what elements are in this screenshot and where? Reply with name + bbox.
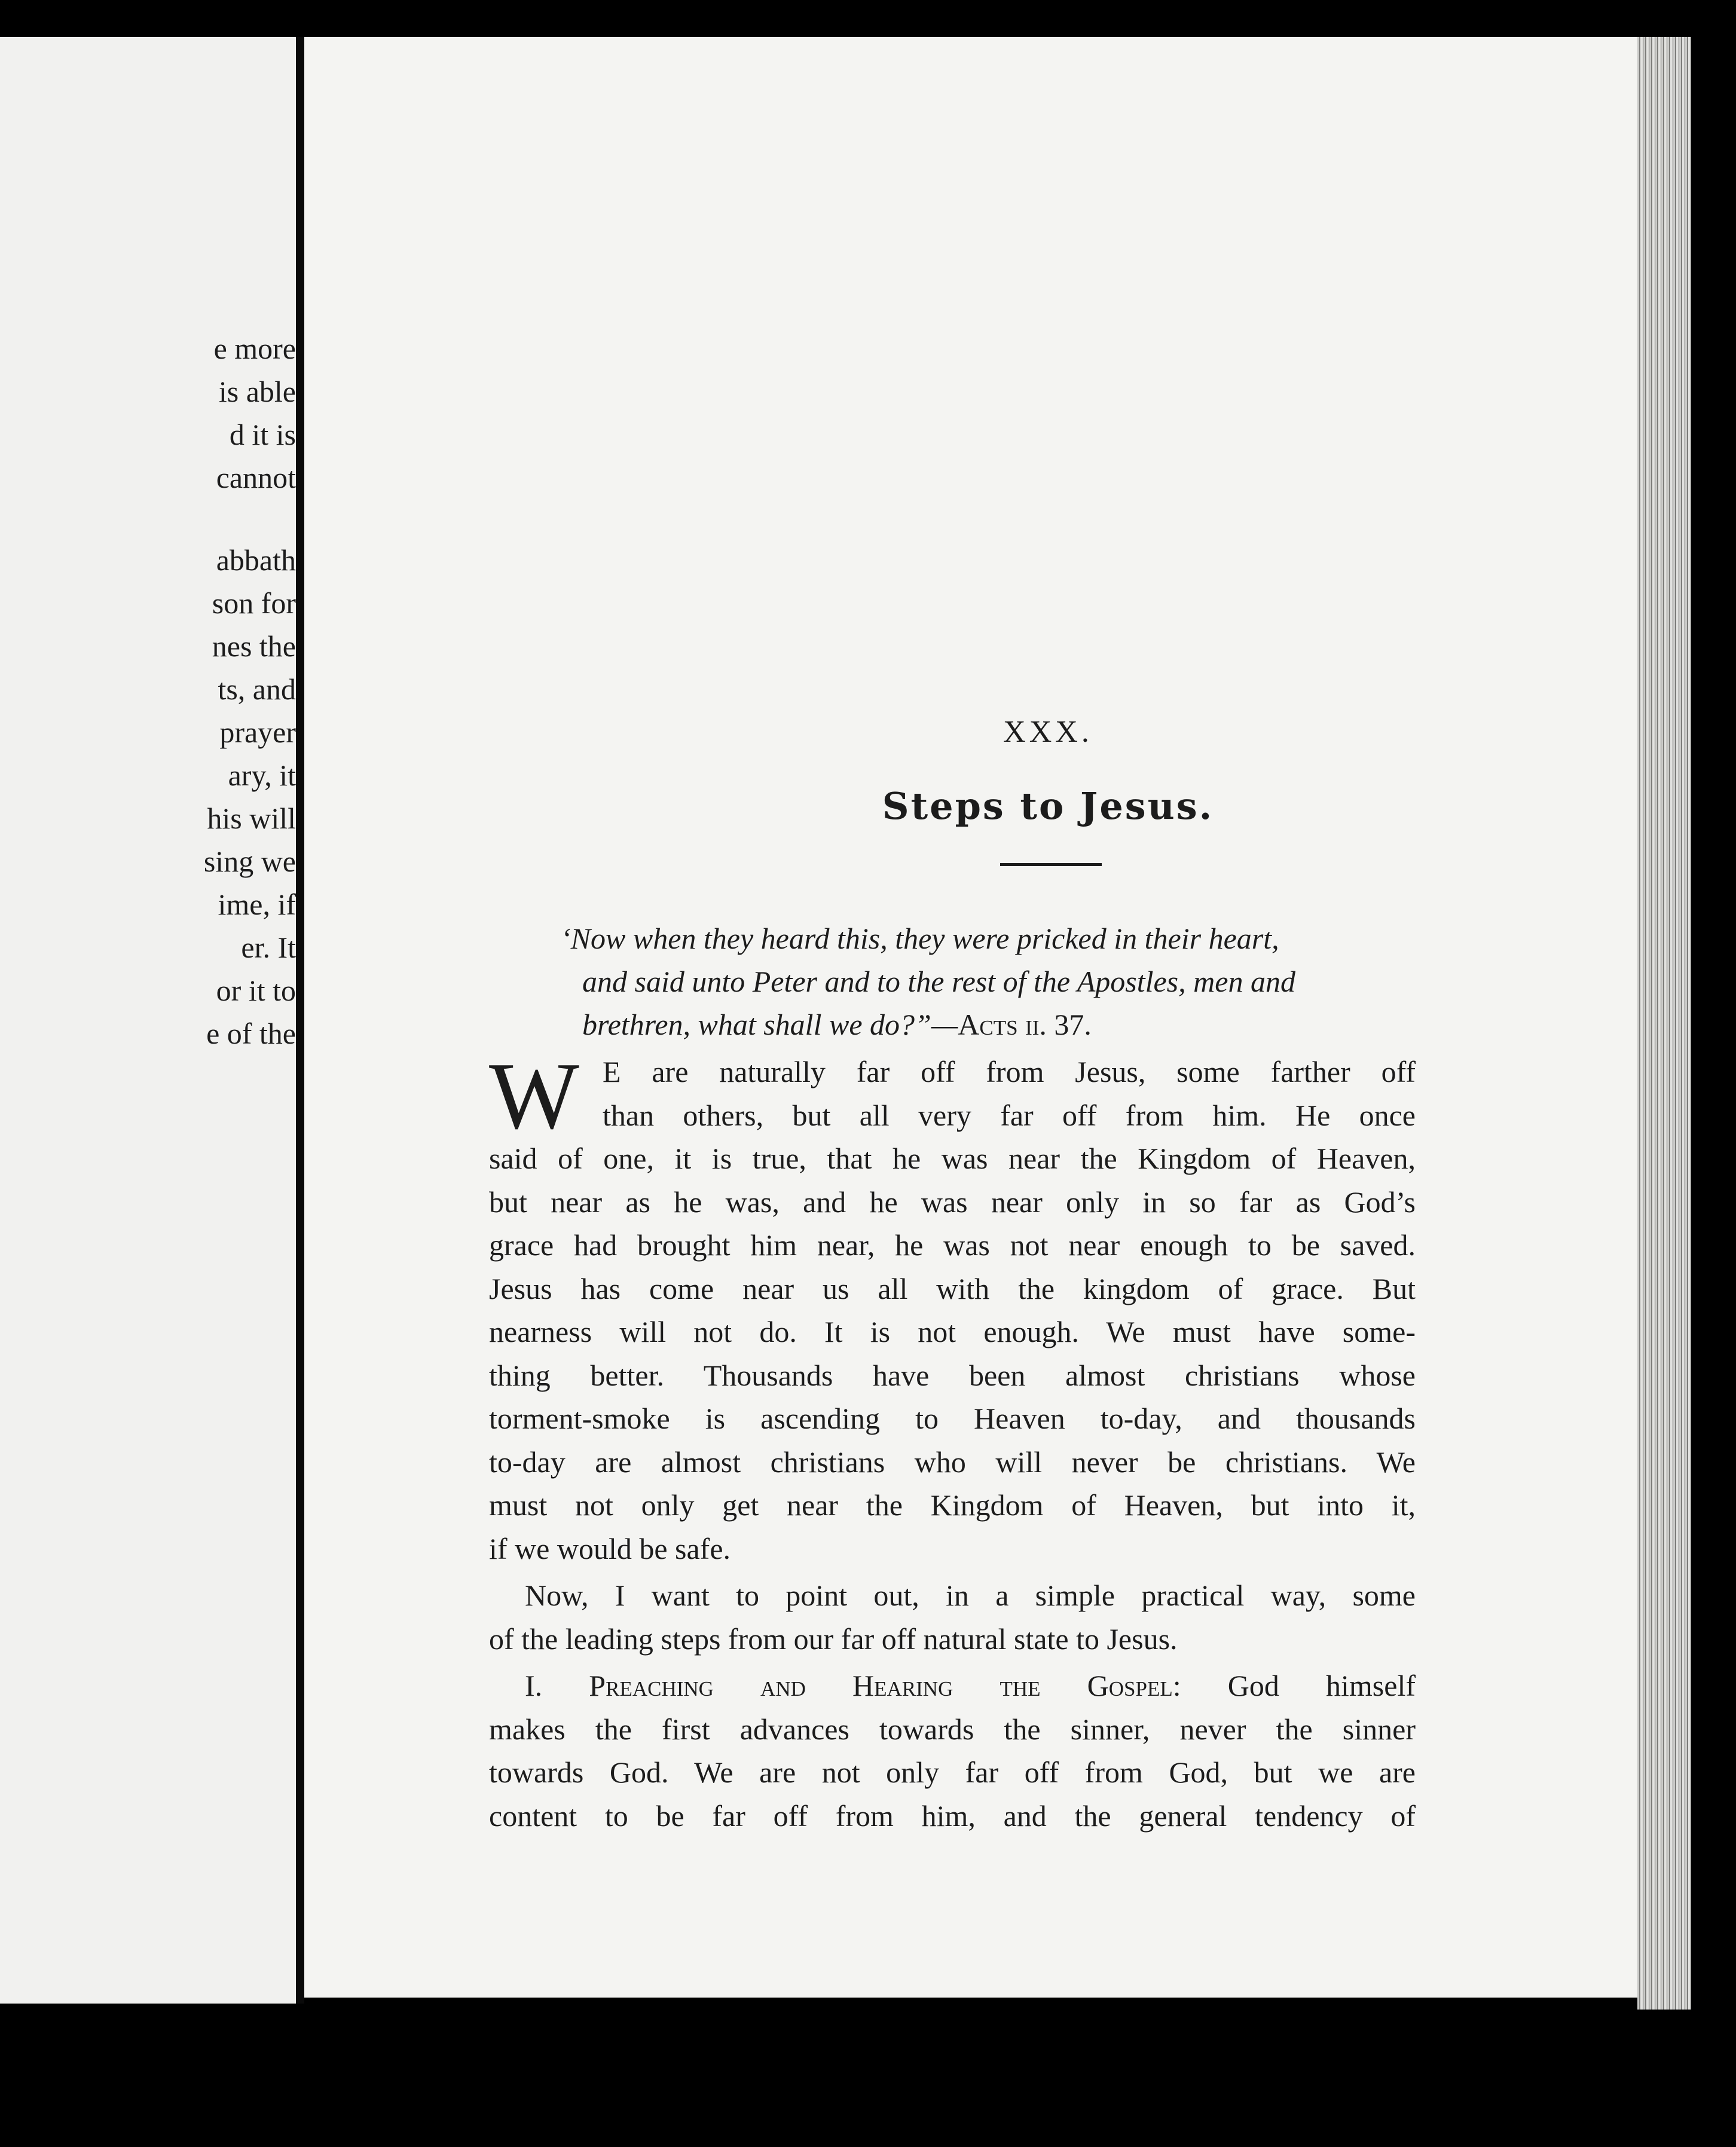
text-line: E are naturally far off from Jesus, some farther off <box>603 1055 1416 1088</box>
left-page-line: ary, it <box>228 759 296 792</box>
epigraph-line <box>561 1003 1416 1046</box>
text-line: nearness will not do. It is not enough. We must have some- <box>489 1315 1416 1348</box>
left-page <box>0 37 296 2004</box>
right-page <box>304 37 1637 1998</box>
text-line: but near as he was, and he was near only in so far as God’s <box>489 1185 1416 1219</box>
text-line: grace had brought him near, he was not near enough to be saved. <box>489 1228 1416 1262</box>
text-line: towards God. We are not only far off from God, but we are <box>489 1755 1416 1789</box>
drop-cap: W <box>489 1042 580 1149</box>
chapter-title: Steps to Jesus. <box>882 784 1214 828</box>
left-page-line: or it to <box>216 974 296 1007</box>
text-line <box>489 1664 1416 1708</box>
text-line: of the leading steps from our far off natural state to Jesus. <box>489 1622 1178 1656</box>
title-rule <box>1000 863 1102 866</box>
epigraph-quote: brethren, what shall we do?”— <box>582 1008 958 1041</box>
section-heading: I. Preaching and Hearing the Gospel <box>525 1669 1173 1702</box>
text-line: content to be far off from him, and the general tendency of <box>489 1799 1416 1833</box>
left-page-line: prayer <box>219 715 296 749</box>
left-page-line: d it is <box>229 418 296 451</box>
left-page-line: cannot <box>216 461 296 494</box>
left-page-line: er. It <box>241 931 296 964</box>
left-page-line: abbath <box>216 543 296 577</box>
text-line: if we would be safe. <box>489 1531 731 1565</box>
text-line: torment-smoke is ascending to Heaven to-day, and thousands <box>489 1402 1416 1435</box>
epigraph-line: ‘Now when they heard this, they were pricked in their heart, <box>561 922 1279 955</box>
text-line: Now, I want to point out, in a simple practical way, some <box>525 1579 1416 1612</box>
text-line: than others, but all very far off from him. He once <box>603 1098 1416 1132</box>
left-page-line: e more <box>213 332 296 365</box>
left-page-line: son for <box>212 586 296 620</box>
left-page-line: his will <box>207 802 296 835</box>
paragraph-2 <box>489 1574 1416 1660</box>
left-page-line: ts, and <box>218 672 296 706</box>
book-gutter <box>296 37 304 2004</box>
epigraph-line: and said unto Peter and to the rest of the Apostles, men and <box>582 965 1295 998</box>
scripture-reference: Acts ii. 37. <box>958 1008 1092 1041</box>
left-page-text <box>0 327 296 1055</box>
paragraph-3 <box>489 1664 1416 1837</box>
text-line: makes the first advances towards the sinner, never the sinner <box>489 1712 1416 1746</box>
chapter-number: XXX. <box>1003 715 1093 749</box>
text-line: must not only get near the Kingdom of Heaven, but into it, <box>489 1488 1416 1522</box>
text-line: Jesus has come near us all with the kingdom of grace. But <box>489 1271 1416 1305</box>
left-page-line: sing we <box>203 845 296 878</box>
left-page-line: ime, if <box>218 888 296 921</box>
paragraph-1 <box>489 1042 1416 1570</box>
text-span: : God himself <box>1172 1669 1416 1702</box>
left-page-line: nes the <box>212 629 296 663</box>
page-edges <box>1637 37 1691 2010</box>
text-line: said of one, it is true, that he was near the Kingdom of Heaven, <box>489 1142 1416 1175</box>
body-text <box>489 1042 1416 1841</box>
text-line: to-day are almost christians who will never be christians. We <box>489 1445 1416 1479</box>
left-page-line: e of the <box>206 1017 296 1050</box>
left-page-line: is able <box>218 375 296 408</box>
text-line: thing better. Thousands have been almost christians whose <box>489 1358 1416 1392</box>
epigraph <box>561 917 1416 1046</box>
